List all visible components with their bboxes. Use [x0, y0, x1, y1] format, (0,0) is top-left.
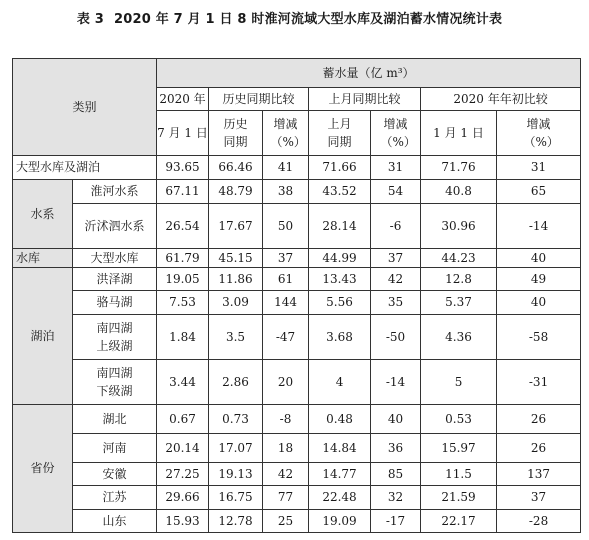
date-jan1-header: 1 月 1 日: [421, 111, 497, 156]
row-label: 湖北: [73, 405, 157, 434]
group-label: 省份: [13, 405, 73, 533]
value-cell: 5.56: [309, 291, 371, 315]
value-cell: 37: [497, 486, 581, 510]
row-label: 大型水库及湖泊: [13, 156, 157, 180]
row-label: 南四湖 上级湖: [73, 315, 157, 360]
prev-month-header: 上月同期: [309, 111, 371, 156]
table-row: [13, 180, 581, 204]
value-cell: 40: [497, 249, 581, 268]
value-cell: 37: [371, 249, 421, 268]
table-row: [13, 291, 581, 315]
value-cell: 93.65: [157, 156, 209, 180]
value-cell: -8: [263, 405, 309, 434]
value-cell: 65: [497, 180, 581, 204]
value-cell: 3.09: [209, 291, 263, 315]
value-cell: 4.36: [421, 315, 497, 360]
table-row: [13, 156, 581, 180]
value-cell: 22.48: [309, 486, 371, 510]
value-cell: 45.15: [209, 249, 263, 268]
group-label: 水库: [13, 249, 73, 268]
group-label: 湖泊: [13, 268, 73, 405]
value-cell: -47: [263, 315, 309, 360]
hist-change-header: 增减（%）: [263, 111, 309, 156]
value-cell: 17.07: [209, 434, 263, 463]
row-label: 淮河水系: [73, 180, 157, 204]
table-title: 2020 年 7 月 1 日 8 时淮河流域大型水库及湖泊蓄水情况统计表: [113, 12, 503, 27]
value-cell: 26.54: [157, 204, 209, 249]
value-cell: 61: [263, 268, 309, 291]
table-row: [13, 268, 581, 291]
value-cell: 43.52: [309, 180, 371, 204]
row-label: 山东: [73, 510, 157, 533]
row-label: 骆马湖: [73, 291, 157, 315]
value-cell: 29.66: [157, 486, 209, 510]
value-cell: 22.17: [421, 510, 497, 533]
col-hist-header: 历史同期比较: [209, 88, 309, 111]
value-cell: 49: [497, 268, 581, 291]
value-cell: 71.66: [309, 156, 371, 180]
row-label: 洪泽湖: [73, 268, 157, 291]
table-row: [13, 486, 581, 510]
row-label: 河南: [73, 434, 157, 463]
category-header: 类别: [13, 59, 157, 156]
row-label: 江苏: [73, 486, 157, 510]
value-cell: -28: [497, 510, 581, 533]
value-cell: 85: [371, 463, 421, 486]
value-cell: 42: [263, 463, 309, 486]
value-cell: 26: [497, 434, 581, 463]
value-cell: 28.14: [309, 204, 371, 249]
row-label: 沂沭泗水系: [73, 204, 157, 249]
value-cell: 144: [263, 291, 309, 315]
value-cell: 0.73: [209, 405, 263, 434]
value-cell: 31: [371, 156, 421, 180]
storage-label: 蓄水量（亿 m³）: [322, 65, 415, 80]
value-cell: -31: [497, 360, 581, 405]
row-label: 南四湖 下级湖: [73, 360, 157, 405]
value-cell: 11.5: [421, 463, 497, 486]
col-2020-header: 2020 年: [157, 88, 209, 111]
value-cell: 20.14: [157, 434, 209, 463]
table-row: [13, 405, 581, 434]
table-row: [13, 315, 581, 360]
table-caption: [0, 8, 589, 27]
date-july1-header: 7 月 1 日: [157, 111, 209, 156]
storage-header: [157, 59, 581, 88]
value-cell: 44.99: [309, 249, 371, 268]
value-cell: -14: [371, 360, 421, 405]
value-cell: 14.84: [309, 434, 371, 463]
row-label: 安徽: [73, 463, 157, 486]
value-cell: 137: [497, 463, 581, 486]
value-cell: 5: [421, 360, 497, 405]
value-cell: 26: [497, 405, 581, 434]
table-row: [13, 463, 581, 486]
table-label: 表 3: [76, 12, 104, 27]
value-cell: 0.53: [421, 405, 497, 434]
value-cell: -50: [371, 315, 421, 360]
value-cell: 13.43: [309, 268, 371, 291]
value-cell: 37: [263, 249, 309, 268]
value-cell: 40.8: [421, 180, 497, 204]
value-cell: 50: [263, 204, 309, 249]
value-cell: 71.76: [421, 156, 497, 180]
value-cell: 0.48: [309, 405, 371, 434]
value-cell: 32: [371, 486, 421, 510]
value-cell: 38: [263, 180, 309, 204]
value-cell: 36: [371, 434, 421, 463]
value-cell: 18: [263, 434, 309, 463]
value-cell: 41: [263, 156, 309, 180]
group-label: 水系: [13, 180, 73, 249]
value-cell: 3.68: [309, 315, 371, 360]
value-cell: 54: [371, 180, 421, 204]
value-cell: 30.96: [421, 204, 497, 249]
value-cell: 35: [371, 291, 421, 315]
value-cell: 67.11: [157, 180, 209, 204]
value-cell: 19.09: [309, 510, 371, 533]
value-cell: 0.67: [157, 405, 209, 434]
table-row: [13, 434, 581, 463]
value-cell: 20: [263, 360, 309, 405]
hist-same-header: 历史同期: [209, 111, 263, 156]
value-cell: 15.93: [157, 510, 209, 533]
col-year-start-header: 2020 年年初比较: [421, 88, 581, 111]
value-cell: -17: [371, 510, 421, 533]
value-cell: 7.53: [157, 291, 209, 315]
value-cell: 48.79: [209, 180, 263, 204]
row-label: 大型水库: [73, 249, 157, 268]
value-cell: 14.77: [309, 463, 371, 486]
value-cell: 17.67: [209, 204, 263, 249]
value-cell: 15.97: [421, 434, 497, 463]
value-cell: 12.78: [209, 510, 263, 533]
value-cell: 2.86: [209, 360, 263, 405]
value-cell: 4: [309, 360, 371, 405]
value-cell: 77: [263, 486, 309, 510]
value-cell: -14: [497, 204, 581, 249]
table-row: [13, 510, 581, 533]
table-row: [13, 360, 581, 405]
value-cell: 19.13: [209, 463, 263, 486]
value-cell: 5.37: [421, 291, 497, 315]
col-prev-month-header: 上月同期比较: [309, 88, 421, 111]
value-cell: 11.86: [209, 268, 263, 291]
value-cell: 61.79: [157, 249, 209, 268]
value-cell: -6: [371, 204, 421, 249]
value-cell: 1.84: [157, 315, 209, 360]
prev-change-header: 增减（%）: [371, 111, 421, 156]
value-cell: 31: [497, 156, 581, 180]
value-cell: 12.8: [421, 268, 497, 291]
value-cell: 42: [371, 268, 421, 291]
reservoir-storage-table: [12, 58, 581, 533]
value-cell: -58: [497, 315, 581, 360]
value-cell: 3.5: [209, 315, 263, 360]
value-cell: 25: [263, 510, 309, 533]
value-cell: 27.25: [157, 463, 209, 486]
start-change-header: 增减（%）: [497, 111, 581, 156]
table-row: [13, 249, 581, 268]
value-cell: 40: [371, 405, 421, 434]
value-cell: 21.59: [421, 486, 497, 510]
value-cell: 44.23: [421, 249, 497, 268]
value-cell: 16.75: [209, 486, 263, 510]
value-cell: 66.46: [209, 156, 263, 180]
table-row: [13, 204, 581, 249]
value-cell: 40: [497, 291, 581, 315]
value-cell: 19.05: [157, 268, 209, 291]
value-cell: 3.44: [157, 360, 209, 405]
